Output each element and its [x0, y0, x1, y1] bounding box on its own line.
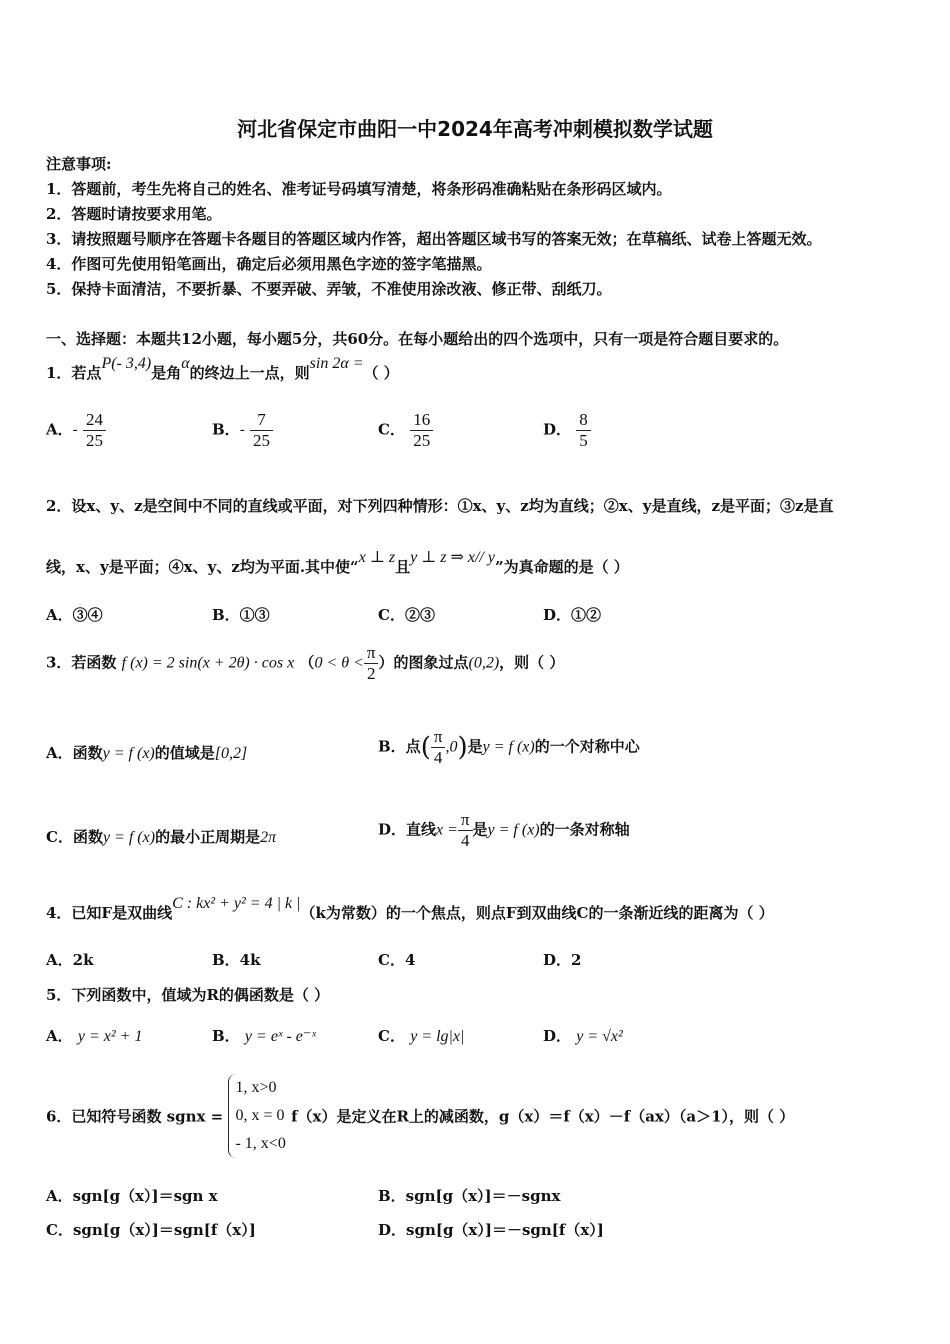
notice-item: 4．作图可先使用铅笔画出，确定后必须用黑色字迹的签字笔描黑。 — [46, 255, 492, 273]
q1-option-d: D． $\frac{8}{5}$ — [543, 410, 591, 451]
question-2-line2: 线，x、y是平面；④x、y、z均为平面.其中使“x ⊥ z且y ⊥ z ⇒ x// y”为真命题的是（ ） — [46, 549, 629, 576]
q1-point: P(- 3,4) — [101, 355, 152, 372]
q6-option-c: C．sgn[g（x）]＝sgn[f（x）] — [46, 1221, 256, 1239]
question-4: 4．已知F是双曲线C : kx² + y² = 4 | k |（k为常数）的一个焦点，则点F到双曲线C的一条渐近线的距离为（ ） — [46, 895, 774, 922]
q4-option-b: B．4k — [212, 951, 261, 969]
q1-option-c: C． $\frac{16}{25}$ — [378, 410, 433, 451]
fraction: $\frac{\pi}{4}$ — [431, 727, 446, 768]
q4-option-a: A．2k — [46, 951, 94, 969]
section-heading: 一、选择题：本题共12小题，每小题5分，共60分。在每小题给出的四个选项中，只有一项是符合题目要求的。 — [46, 330, 789, 348]
piecewise-cases: 1, x>0 0, x = 0 - 1, x<0 — [228, 1074, 285, 1158]
fraction: $\frac{16}{25}$ — [410, 410, 433, 451]
q6-option-b: B．sgn[g（x）]＝－sgnx — [378, 1187, 561, 1205]
q4-option-c: C．4 — [378, 951, 416, 969]
notice-item: 2．答题时请按要求用笔。 — [46, 205, 222, 223]
page-title: 河北省保定市曲阳一中2024年高考冲刺模拟数学试题 — [237, 117, 713, 141]
q1-expr: sin 2α = — [309, 355, 364, 372]
fraction: $\frac{\pi}{4}$ — [458, 810, 473, 851]
q3-option-a: A．函数y = f (x)的值域是[0,2] — [46, 744, 248, 762]
fraction: $\frac{8}{5}$ — [576, 410, 591, 451]
q2-option-d: D．①② — [543, 606, 602, 624]
question-5: 5．下列函数中，值域为R的偶函数是（ ） — [46, 986, 330, 1004]
q4-option-d: D．2 — [543, 951, 582, 969]
notice-item: 5．保持卡面清洁，不要折暴、不要弄破、弄皱，不准使用涂改液、修正带、刮纸刀。 — [46, 280, 612, 298]
question-6: 6．已知符号函数 sgnx = 1, x>0 0, x = 0 - 1, x<0 f（x）是定义在R上的减函数，g（x）＝f（x）－f（ax）（a＞1），则（ ） — [46, 1074, 794, 1158]
q2-option-a: A．③④ — [46, 606, 103, 624]
notice-heading: 注意事项: — [46, 155, 112, 173]
fraction: $\frac{24}{25}$ — [83, 410, 106, 451]
q5-option-c: C． y = lg|x| — [378, 1027, 465, 1045]
notice-item: 3．请按照题号顺序在答题卡各题目的答题区域内作答，超出答题区域书写的答案无效；在草稿纸、试卷上答题无效。 — [46, 230, 822, 248]
q1-option-a: A．- $\frac{24}{25}$ — [46, 410, 106, 451]
question-1: 1．若点P(- 3,4)是角α的终边上一点，则sin 2α =（ ） — [46, 355, 399, 382]
question-2-line1: 2．设x、y、z是空间中不同的直线或平面，对下列四种情形：①x、y、z均为直线；②x、y是直线，z是平面；③z是直 — [46, 497, 834, 515]
q5-option-b: B． y = eˣ - e⁻ˣ — [212, 1027, 316, 1045]
fraction: $\frac{\pi}{2}$ — [364, 643, 379, 684]
q2-option-c: C．②③ — [378, 606, 435, 624]
q6-option-d: D．sgn[g（x）]＝－sgn[f（x）] — [378, 1221, 604, 1239]
fraction: $\frac{7}{25}$ — [250, 410, 273, 451]
q1-angle: α — [181, 355, 190, 372]
notice-item: 1．答题前，考生先将自己的姓名、准考证号码填写清楚，将条形码准确粘贴在条形码区域内。 — [46, 180, 672, 198]
q1-option-b: B．- $\frac{7}{25}$ — [212, 410, 273, 451]
q3-option-d: D．直线x = $\frac{\pi}{4}$ 是y = f (x)的一条对称轴 — [378, 810, 630, 850]
q5-option-d: D． y = √x² — [543, 1027, 623, 1045]
question-3: 3．若函数 f (x) = 2 sin(x + 2θ) · cos x （0 < θ < $\frac{\pi}{2}$ ）的图象过点(0,2)，则（ ） — [46, 643, 565, 683]
q5-option-a: A． y = x² + 1 — [46, 1027, 143, 1045]
q3-option-c: C．函数y = f (x)的最小正周期是2π — [46, 828, 277, 846]
q3-option-b: B．点( $\frac{\pi}{4}$ ,0)是y = f (x)的一个对称中心 — [378, 727, 640, 767]
q2-option-b: B．①③ — [212, 606, 270, 624]
q6-option-a: A．sgn[g（x）]＝sgn x — [46, 1187, 218, 1205]
